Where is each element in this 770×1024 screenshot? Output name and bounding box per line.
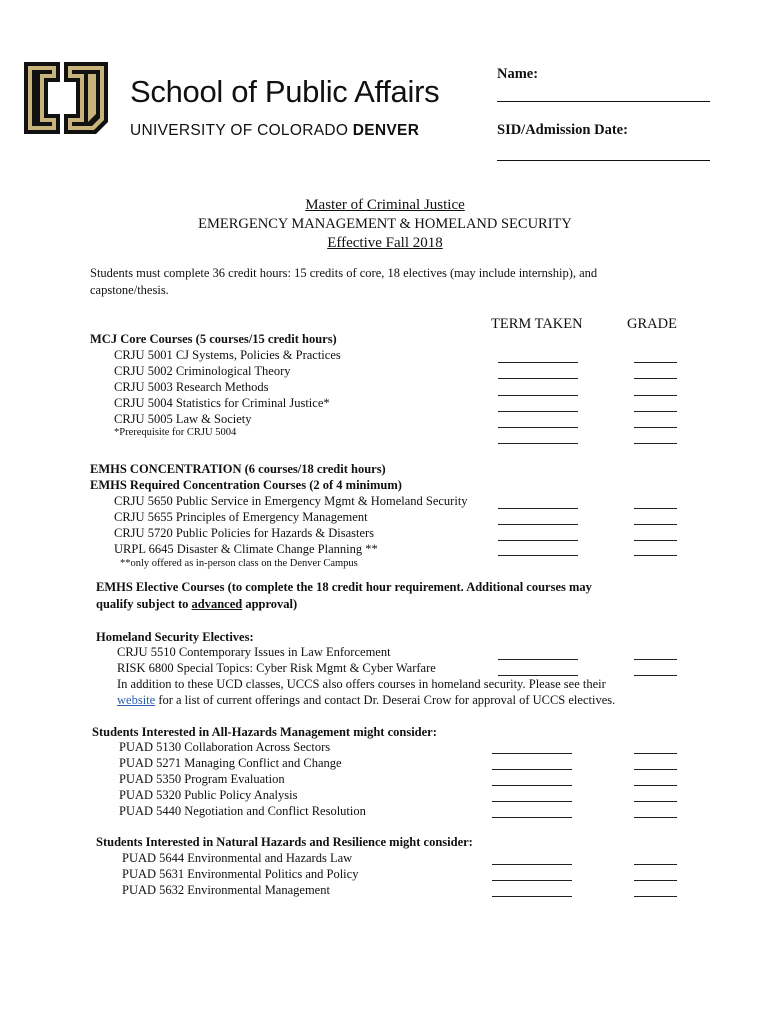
grade-field[interactable] xyxy=(634,880,677,881)
uccs-website-link[interactable]: website xyxy=(117,693,156,707)
term-field[interactable] xyxy=(498,540,578,541)
grade-field[interactable] xyxy=(634,675,677,676)
grade-field[interactable] xyxy=(634,524,677,525)
course-row: CRJU 5002 Criminological Theory xyxy=(114,364,291,378)
electives-underlined: advanced xyxy=(191,597,243,611)
course-row: PUAD 5271 Managing Conflict and Change xyxy=(119,756,342,770)
grade-field[interactable] xyxy=(634,864,677,865)
term-field[interactable] xyxy=(492,785,572,786)
uccs-para-line-1: In addition to these UCD classes, UCCS also offers courses in homeland security. Please see their xyxy=(117,677,606,691)
course-row: PUAD 5130 Collaboration Across Sectors xyxy=(119,740,331,754)
concentration-title: EMERGENCY MANAGEMENT & HOMELAND SECURITY xyxy=(198,216,572,232)
term-field[interactable] xyxy=(498,362,578,363)
course-row: RISK 6800 Special Topics: Cyber Risk Mgmt & Cyber Warfare xyxy=(117,661,436,675)
sid-label: SID/Admission Date: xyxy=(497,122,628,138)
grade-field[interactable] xyxy=(634,427,677,428)
natural-hazards-heading: Students Interested in Natural Hazards and Resilience might consider: xyxy=(96,835,473,849)
electives-line-2 xyxy=(96,597,297,612)
effective-date: Effective Fall 2018 xyxy=(327,235,443,251)
term-taken-header: TERM TAKEN xyxy=(491,316,583,332)
term-field[interactable] xyxy=(498,524,578,525)
all-hazards-heading: Students Interested in All-Hazards Management might consider: xyxy=(92,725,437,739)
course-row: PUAD 5632 Environmental Management xyxy=(122,883,330,897)
term-field[interactable] xyxy=(498,675,578,676)
course-row: CRJU 5001 CJ Systems, Policies & Practices xyxy=(114,348,341,362)
school-name: School of Public Affairs xyxy=(130,74,440,109)
course-row: PUAD 5320 Public Policy Analysis xyxy=(119,788,298,802)
grade-field[interactable] xyxy=(634,896,677,897)
program-title: Master of Criminal Justice xyxy=(305,197,465,213)
core-heading: MCJ Core Courses (5 courses/15 credit hours) xyxy=(90,332,337,346)
university-campus: DENVER xyxy=(352,122,420,139)
term-field[interactable] xyxy=(498,427,578,428)
name-label: Name: xyxy=(497,66,539,82)
grade-field[interactable] xyxy=(634,769,677,770)
term-field[interactable] xyxy=(492,864,572,865)
grade-header: GRADE xyxy=(627,316,677,332)
term-field[interactable] xyxy=(492,817,572,818)
course-row: CRJU 5005 Law & Society xyxy=(114,412,252,426)
university-prefix: UNIVERSITY OF COLORADO xyxy=(130,122,349,139)
electives-suffix: approval) xyxy=(242,597,298,611)
cu-logo xyxy=(20,52,112,144)
course-row: CRJU 5004 Statistics for Criminal Justice* xyxy=(114,396,330,410)
term-field[interactable] xyxy=(498,378,578,379)
university-name xyxy=(130,122,419,140)
term-field[interactable] xyxy=(498,411,578,412)
term-field[interactable] xyxy=(492,880,572,881)
term-field[interactable] xyxy=(492,769,572,770)
emhs-heading: EMHS CONCENTRATION (6 courses/18 credit hours) xyxy=(90,462,386,476)
course-row: CRJU 5655 Principles of Emergency Management xyxy=(114,510,368,524)
electives-line-1: EMHS Elective Courses (to complete the 18 credit hour requirement. Additional courses may xyxy=(96,580,592,594)
grade-field[interactable] xyxy=(634,659,677,660)
grade-field[interactable] xyxy=(634,443,677,444)
term-field[interactable] xyxy=(498,555,578,556)
uccs-para-line-2 xyxy=(117,693,615,708)
electives-prefix: qualify subject to xyxy=(96,597,192,611)
course-row: CRJU 5650 Public Service in Emergency Mgmt & Homeland Security xyxy=(114,494,468,508)
grade-field[interactable] xyxy=(634,817,677,818)
grade-field[interactable] xyxy=(634,555,677,556)
emhs-note: **only offered as in-person class on the Denver Campus xyxy=(120,558,358,569)
grade-field[interactable] xyxy=(634,395,677,396)
grade-field[interactable] xyxy=(634,362,677,363)
term-field[interactable] xyxy=(498,443,578,444)
course-row: CRJU 5510 Contemporary Issues in Law Enforcement xyxy=(117,645,391,659)
name-field[interactable] xyxy=(497,101,710,102)
grade-field[interactable] xyxy=(634,540,677,541)
term-field[interactable] xyxy=(498,659,578,660)
course-row: CRJU 5720 Public Policies for Hazards & Disasters xyxy=(114,526,375,540)
course-row: PUAD 5440 Negotiation and Conflict Resolution xyxy=(119,804,366,818)
term-field[interactable] xyxy=(492,801,572,802)
grade-field[interactable] xyxy=(634,508,677,509)
term-field[interactable] xyxy=(498,508,578,509)
term-field[interactable] xyxy=(492,753,572,754)
intro-paragraph: Students must complete 36 credit hours: 15 credits of core, 18 electives (may include internship), and capstone/thesis. xyxy=(90,266,598,297)
term-field[interactable] xyxy=(492,896,572,897)
grade-field[interactable] xyxy=(634,753,677,754)
course-row: CRJU 5003 Research Methods xyxy=(114,380,269,394)
grade-field[interactable] xyxy=(634,801,677,802)
homeland-heading: Homeland Security Electives: xyxy=(96,630,254,644)
course-row: PUAD 5350 Program Evaluation xyxy=(119,772,285,786)
term-field[interactable] xyxy=(498,395,578,396)
core-note: *Prerequisite for CRJU 5004 xyxy=(114,427,237,438)
emhs-required-heading: EMHS Required Concentration Courses (2 of 4 minimum) xyxy=(90,478,402,492)
grade-field[interactable] xyxy=(634,785,677,786)
grade-field[interactable] xyxy=(634,411,677,412)
cu-logo-mark xyxy=(24,62,108,134)
uccs-para-rest: for a list of current offerings and contact Dr. Deserai Crow for approval of UCCS electives. xyxy=(155,693,616,707)
grade-field[interactable] xyxy=(634,378,677,379)
course-row: URPL 6645 Disaster & Climate Change Planning ** xyxy=(114,542,378,556)
course-row: PUAD 5644 Environmental and Hazards Law xyxy=(122,851,353,865)
course-row: PUAD 5631 Environmental Politics and Policy xyxy=(122,867,359,881)
sid-field[interactable] xyxy=(497,160,710,161)
